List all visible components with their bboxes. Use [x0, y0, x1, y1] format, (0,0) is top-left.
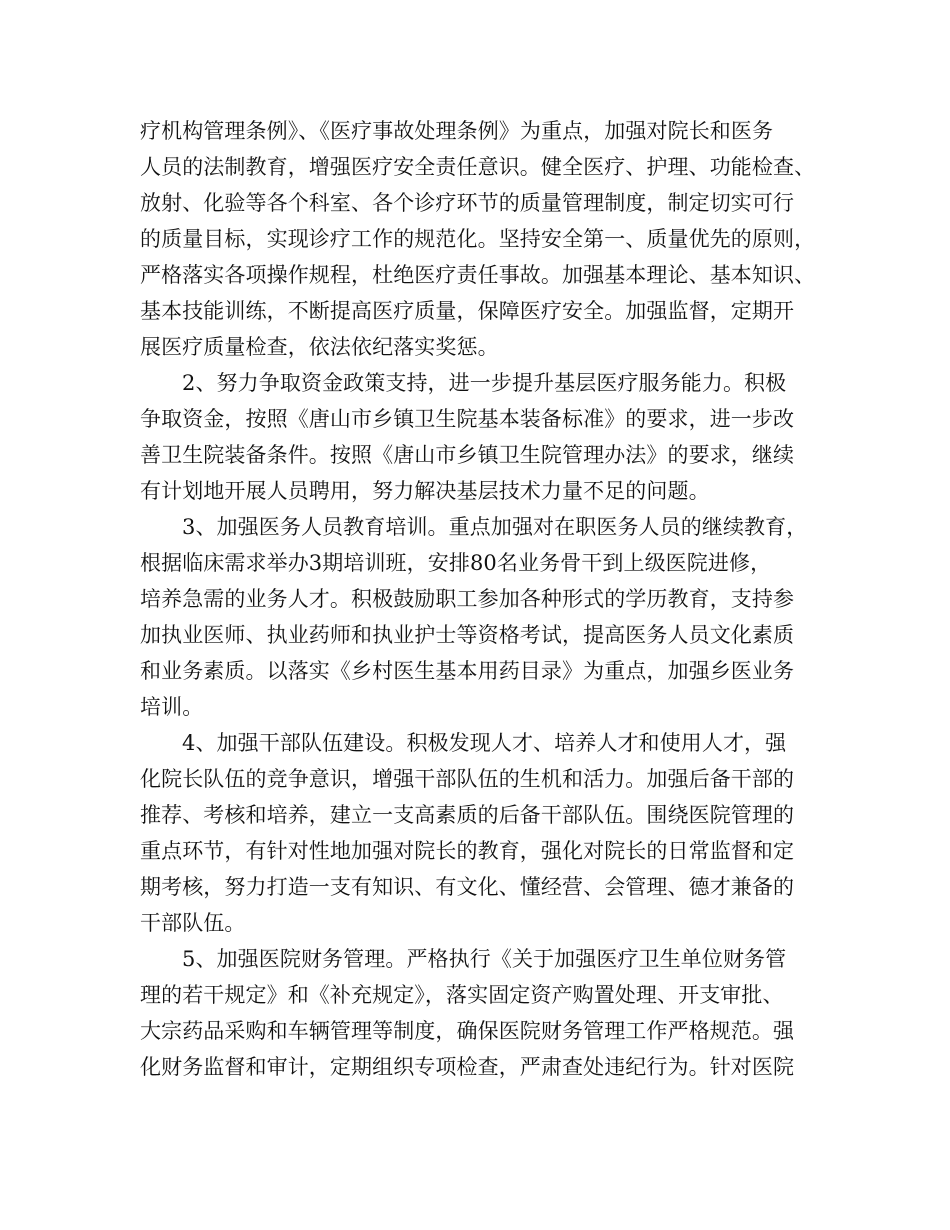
- text-line: 和业务素质。以落实《乡村医生基本用药目录》为重点，加强乡医业务: [140, 659, 795, 683]
- text-line: 根据临床需求举办3期培训班，安排80名业务骨干到上级医院进修，: [140, 551, 772, 575]
- text-line: 善卫生院装备条件。按照《唐山市乡镇卫生院管理办法》的要求，继续: [140, 443, 795, 467]
- text-line: 培训。: [140, 695, 204, 719]
- text-line: 大宗药品采购和车辆管理等制度，确保医院财务管理工作严格规范。强: [140, 1019, 795, 1043]
- paragraph-start-line: 2、努力争取资金政策支持，进一步提升基层医疗服务能力。积极: [182, 371, 787, 395]
- paragraph-start-line: 5、加强医院财务管理。严格执行《关于加强医疗卫生单位财务管: [182, 947, 787, 971]
- text-line: 推荐、考核和培养，建立一支高素质的后备干部队伍。围绕医院管理的: [140, 803, 795, 827]
- paragraph-start-line: 4、加强干部队伍建设。积极发现人才、培养人才和使用人才，强: [182, 731, 787, 755]
- text-line: 的质量目标，实现诊疗工作的规范化。坚持安全第一、质量优先的原则，: [140, 227, 816, 251]
- text-line: 化财务监督和审计，定期组织专项检查，严肃查处违纪行为。针对医院: [140, 1055, 795, 1079]
- text-line: 基本技能训练，不断提高医疗质量，保障医疗安全。加强监督，定期开: [140, 299, 795, 323]
- text-line: 疗机构管理条例》、《医疗事故处理条例》为重点，加强对院长和医务: [140, 119, 774, 143]
- text-line: 展医疗质量检查，依法依纪落实奖惩。: [140, 335, 499, 359]
- text-line: 争取资金，按照《唐山市乡镇卫生院基本装备标准》的要求，进一步改: [140, 407, 795, 431]
- text-line: 人员的法制教育，增强医疗安全责任意识。健全医疗、护理、功能检查、: [140, 155, 816, 179]
- text-line: 化院长队伍的竞争意识，增强干部队伍的生机和活力。加强后备干部的: [140, 767, 795, 791]
- text-line: 干部队伍。: [140, 911, 246, 935]
- text-line: 加执业医师、执业药师和执业护士等资格考试，提高医务人员文化素质: [140, 623, 795, 647]
- text-line: 严格落实各项操作规程，杜绝医疗责任事故。加强基本理论、基本知识、: [140, 263, 816, 287]
- text-line: 放射、化验等各个科室、各个诊疗环节的质量管理制度，制定切实可行: [140, 191, 795, 215]
- document-body: [140, 113, 820, 1085]
- text-line: 重点环节，有针对性地加强对院长的教育，强化对院长的日常监督和定: [140, 839, 795, 863]
- text-line: 期考核，努力打造一支有知识、有文化、懂经营、会管理、德才兼备的: [140, 875, 795, 899]
- text-line: 培养急需的业务人才。积极鼓励职工参加各种形式的学历教育，支持参: [140, 587, 795, 611]
- paragraph-start-line: 3、加强医务人员教育培训。重点加强对在职医务人员的继续教育，: [182, 515, 808, 539]
- text-line: 有计划地开展人员聘用，努力解决基层技术力量不足的问题。: [140, 479, 710, 503]
- text-line: 理的若干规定》和《补充规定》，落实固定资产购置处理、开支审批、: [140, 983, 784, 1007]
